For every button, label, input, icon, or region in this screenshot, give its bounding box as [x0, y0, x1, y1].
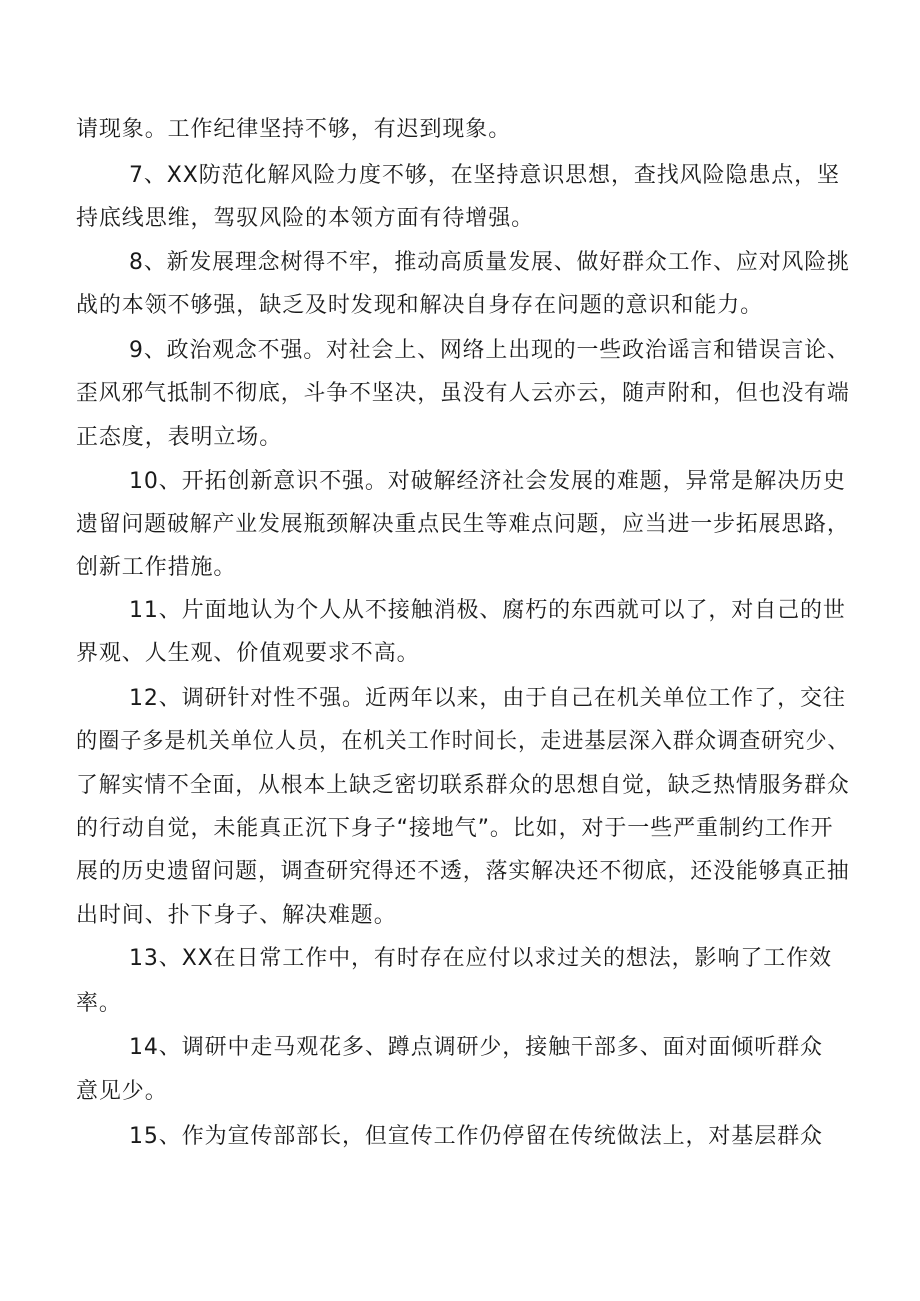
item-10-line-3: 创新工作措施。 — [76, 555, 237, 580]
item-11-line-2: 界观、人生观、价值观要求不高。 — [76, 641, 420, 666]
item-12-line-3: 了解实情不全面，从根本上缺乏密切联系群众的思想自觉，缺乏热情服务群众 — [76, 773, 850, 798]
item-13-line-1: 13、XX在日常工作中，有时存在应付以求过关的想法，影响了工作效 — [129, 946, 832, 971]
item-13-line-2: 率。 — [76, 991, 122, 1016]
item-12-line-2: 的圈子多是机关单位人员，在机关工作时间长，走进基层深入群众调查研究少、 — [76, 729, 850, 754]
item-9-line-2: 歪风邪气抵制不彻底，斗争不坚决，虽没有人云亦云，随声附和，但也没有端 — [76, 381, 850, 406]
item-11-line-1: 11、片面地认为个人从不接触消极、腐朽的东西就可以了，对自己的世 — [129, 598, 846, 623]
item-12-line-5: 展的历史遗留问题，调查研究得还不透，落实解决还不彻底，还没能够真正抽 — [76, 859, 850, 884]
item-14-line-1: 14、调研中走马观花多、蹲点调研少，接触干部多、面对面倾听群众 — [129, 1035, 823, 1060]
item-9-line-3: 正态度，表明立场。 — [76, 425, 283, 450]
item-7-line-1: 7、XX防范化解风险力度不够，在坚持意识思想，查找风险隐患点，坚 — [129, 163, 840, 188]
item-8-line-1: 8、新发展理念树得不牢，推动高质量发展、做好群众工作、应对风险挑 — [129, 250, 850, 275]
item-10-line-1: 10、开拓创新意识不强。对破解经济社会发展的难题，异常是解决历史 — [129, 469, 846, 494]
item-10-line-2: 遗留问题破解产业发展瓶颈解决重点民生等难点问题，应当进一步拓展思路， — [76, 512, 850, 537]
item-12-line-1: 12、调研针对性不强。近两年以来，由于自己在机关单位工作了，交往 — [129, 686, 846, 711]
item-14-line-2: 意见少。 — [76, 1079, 168, 1104]
text-line: 请现象。工作纪律坚持不够，有迟到现象。 — [76, 117, 512, 142]
item-15-line-1: 15、作为宣传部部长，但宣传工作仍停留在传统做法上，对基层群众 — [129, 1124, 823, 1149]
item-12-line-6: 出时间、扑下身子、解决难题。 — [76, 903, 397, 928]
item-7-line-2: 持底线思维，驾驭风险的本领方面有待增强。 — [76, 206, 535, 231]
item-8-line-2: 战的本领不够强，缺乏及时发现和解决自身存在问题的意识和能力。 — [76, 293, 764, 318]
item-9-line-1: 9、政治观念不强。对社会上、网络上出现的一些政治谣言和错误言论、 — [129, 338, 850, 363]
item-12-line-4: 的行动自觉，未能真正沉下身子“接地气”。比如，对于一些严重制约工作开 — [76, 816, 834, 841]
